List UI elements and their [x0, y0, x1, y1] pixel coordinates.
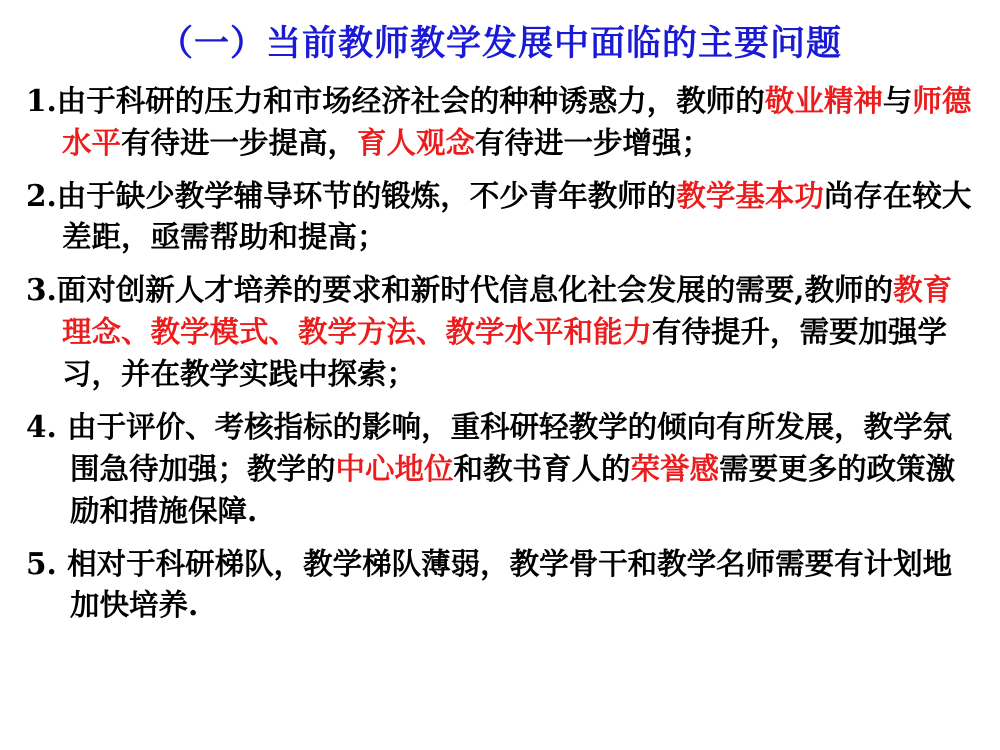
- list-item: [18, 543, 982, 627]
- list-item-text: [26, 175, 978, 259]
- body-text: 尚存在较大差距，亟需帮助和提高；: [62, 177, 972, 255]
- body-text: 需要更多的政策激励和措施保障.: [70, 450, 956, 528]
- body-text: 由于评价、考核指标的影响，重科研轻教学的倾向有所发展，教学氛围急待加强；教学的: [56, 408, 953, 486]
- list-item: [18, 269, 982, 395]
- body-text: 有待进一步增强；: [475, 124, 712, 160]
- highlighted-phrase: 育人观念: [357, 124, 476, 160]
- list-item-number: 5.: [26, 545, 57, 581]
- highlighted-phrase: 师德水平: [62, 82, 972, 160]
- highlighted-phrase: 荣誉感: [630, 450, 720, 486]
- body-text: 有待提升，需要加强学习，并在教学实践中探索；: [62, 314, 948, 391]
- list-item: [18, 175, 982, 259]
- body-text: 与: [882, 82, 913, 118]
- page-title: （一）当前教师教学发展中面临的主要问题: [157, 23, 842, 64]
- list-item-text: [26, 543, 978, 627]
- list-item: [18, 406, 982, 532]
- body-text: 由于科研的压力和市场经济社会的种种诱惑力，教师的: [56, 82, 765, 118]
- list-item-text: [26, 80, 978, 164]
- list-item-number: 4.: [26, 408, 57, 444]
- highlighted-phrase: 教学基本功: [676, 177, 824, 213]
- body-text: 和教书育人的: [453, 450, 631, 486]
- body-text: 有待进一步提高，: [121, 124, 358, 160]
- highlighted-phrase: 敬业精神: [764, 82, 883, 118]
- highlighted-phrase: 教育理念、教学模式、教学方法、教学水平和能力: [62, 272, 953, 350]
- list-item-number: 1.: [26, 82, 57, 118]
- problem-list: [18, 80, 982, 627]
- list-item: [18, 80, 982, 164]
- list-item-text: [26, 269, 978, 395]
- body-text: 面对创新人才培养的要求和新时代信息化社会发展的需要,教师的: [56, 272, 894, 308]
- highlighted-phrase: 中心地位: [335, 450, 454, 486]
- list-item-text: [26, 406, 978, 532]
- list-item-number: 3.: [26, 272, 57, 308]
- body-text: 由于缺少教学辅导环节的锻炼，不少青年教师的: [56, 177, 677, 213]
- body-text: 相对于科研梯队，教学梯队薄弱，教学骨干和教学名师需要有计划地加快培养.: [56, 545, 953, 623]
- list-item-number: 2.: [26, 177, 57, 213]
